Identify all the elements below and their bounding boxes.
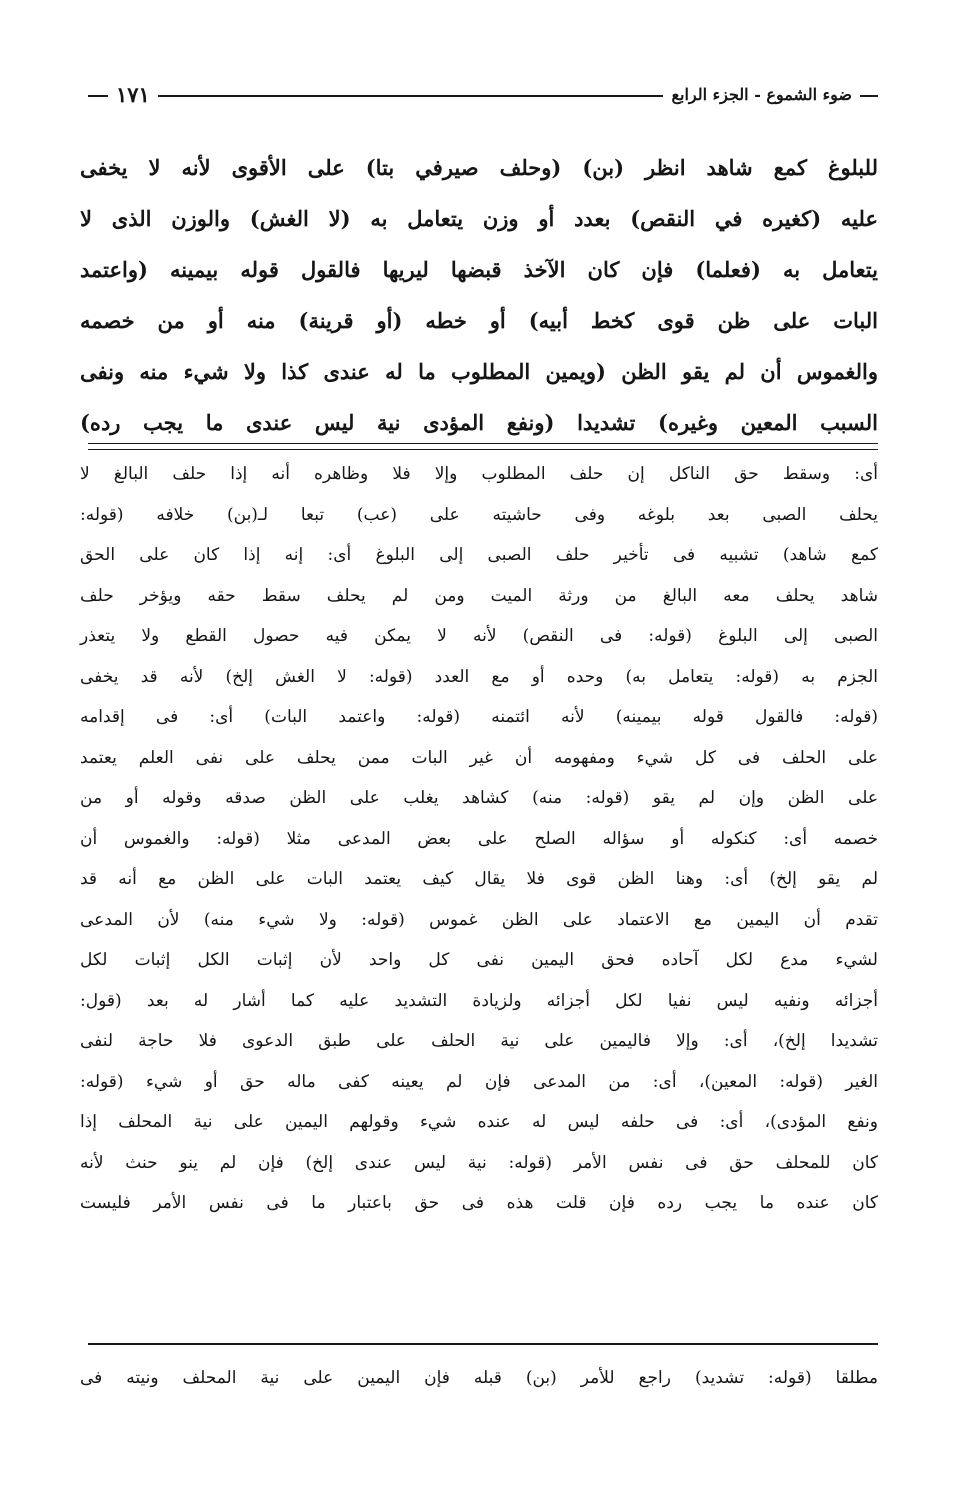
matn-line: والغموس أن لم يقو الظن (ويمين المطلوب ما له عندى كذا ولا شيء منه ونفى xyxy=(80,359,878,384)
matn-line: للبلوغ كمع شاهد انظر (بن) (وحلف صيرفي بتا) على الأقوى لأنه لا يخفى xyxy=(80,155,878,180)
section-divider-top xyxy=(88,443,878,444)
commentary-line: على الظن وإن لم يقو (قوله: منه) كشاهد يغلب على الظن صدقه وقوله أو من xyxy=(80,788,878,808)
commentary-line: خصمه أى: كنكوله أو سؤاله الصلح على بعض المدعى مثلا (قوله: والغموس أن xyxy=(80,828,878,849)
commentary-line: كمع شاهد) تشبيه فى تأخير حلف الصبى إلى البلوغ أى: إنه إذا كان على الحق xyxy=(80,545,878,565)
commentary-line: (قوله: فالقول قوله بيمينه) لأنه ائتمنه (قوله: واعتمد البات) أى: فى إقدامه xyxy=(80,707,878,727)
matn-line: عليه (كغيره في النقص) بعدد أو وزن يتعامل به (لا الغش) والوزن الذى لا xyxy=(80,206,878,231)
commentary-line: الجزم به (قوله: يتعامل به) وحده أو مع العدد (قوله: لا الغش إلخ) لأنه قد يخفى xyxy=(80,666,878,687)
commentary-line: كان عنده ما يجب رده فإن قلت هذه فى حق باعتبار ما فى نفس الأمر فليست xyxy=(80,1193,878,1213)
commentary-text xyxy=(80,454,878,1224)
commentary-line: تقدم أن اليمين مع الاعتماد على الظن غموس (قوله: ولا شيء منه) لأن المدعى xyxy=(80,909,878,930)
matn-line: السبب المعين وغيره) تشديدا (ونفع المؤدى نية ليس عندى ما يجب رده) xyxy=(80,410,878,435)
commentary-line: أى: وسقط حق الناكل إن حلف المطلوب وإلا فلا وظاهره أنه إذا حلف البالغ لا xyxy=(80,464,878,484)
commentary-line: يحلف الصبى بعد بلوغه وفى حاشيته على (عب) تبعا لـ(بن) خلافه (قوله: xyxy=(80,504,878,525)
matn-text xyxy=(80,142,878,448)
running-title: ضوء الشموع - الجزء الرابع xyxy=(663,82,860,108)
commentary-line: كان للمحلف حق فى نفس الأمر (قوله: نية ليس عندى إلخ) فإن لم ينو حنث لأنه xyxy=(80,1152,878,1173)
footnote-divider xyxy=(88,1343,878,1345)
commentary-line: أجزائه ونفيه ليس نفيا لكل أجزائه ولزيادة التشديد عليه كما أشار له بعد (قول: xyxy=(80,990,878,1011)
commentary-line: الغير (قوله: المعين)، أى: من المدعى فإن لم يعينه كفى ماله حق أو شيء (قوله: xyxy=(80,1071,878,1092)
commentary-line: الصبى إلى البلوغ (قوله: فى النقص) لأنه لا يمكن فيه حصول القطع ولا يتعذر xyxy=(80,626,878,646)
matn-line: يتعامل به (فعلما) فإن كان الآخذ قبضها ليريها فالقول قوله بيمينه (واعتمد xyxy=(80,257,878,282)
matn-line: البات على ظن قوى كخط أبيه) أو خطه (أو قرينة) منه أو من خصمه xyxy=(80,308,878,333)
commentary-line: لم يقو إلخ) أى: وهنا الظن قوى فلا يقال كيف يعتمد البات على الظن مع أنه قد xyxy=(80,869,878,889)
commentary-line: شاهد يحلف معه البالغ من ورثة الميت ومن لم يحلف سقط حقه ويؤخر حلف xyxy=(80,585,878,606)
footnote-line: مطلقا (قوله: تشديد) راجع للأمر (بن) قبله فإن اليمين على نية المحلف ونيته فى xyxy=(80,1368,878,1388)
page-number: ١٧١ xyxy=(108,80,158,110)
commentary-line: على الحلف فى كل شيء ومفهومه أن غير البات ممن يحلف على نفى العلم يعتمد xyxy=(80,747,878,768)
commentary-line: تشديدا إلخ)، أى: وإلا فاليمين على نية الحلف على طبق الدعوى فلا حاجة لنفى xyxy=(80,1031,878,1051)
footnote-text xyxy=(80,1360,878,1396)
running-header xyxy=(88,78,878,118)
commentary-line: لشيء مدع لكل آحاده فحق اليمين نفى كل واحد لأن إثبات الكل إثبات لكل xyxy=(80,950,878,970)
commentary-line: ونفع المؤدى)، أى: فى حلفه ليس له عنده شيء وقولهم اليمين على نية المحلف إذا xyxy=(80,1112,878,1132)
section-divider-bottom xyxy=(88,449,878,450)
